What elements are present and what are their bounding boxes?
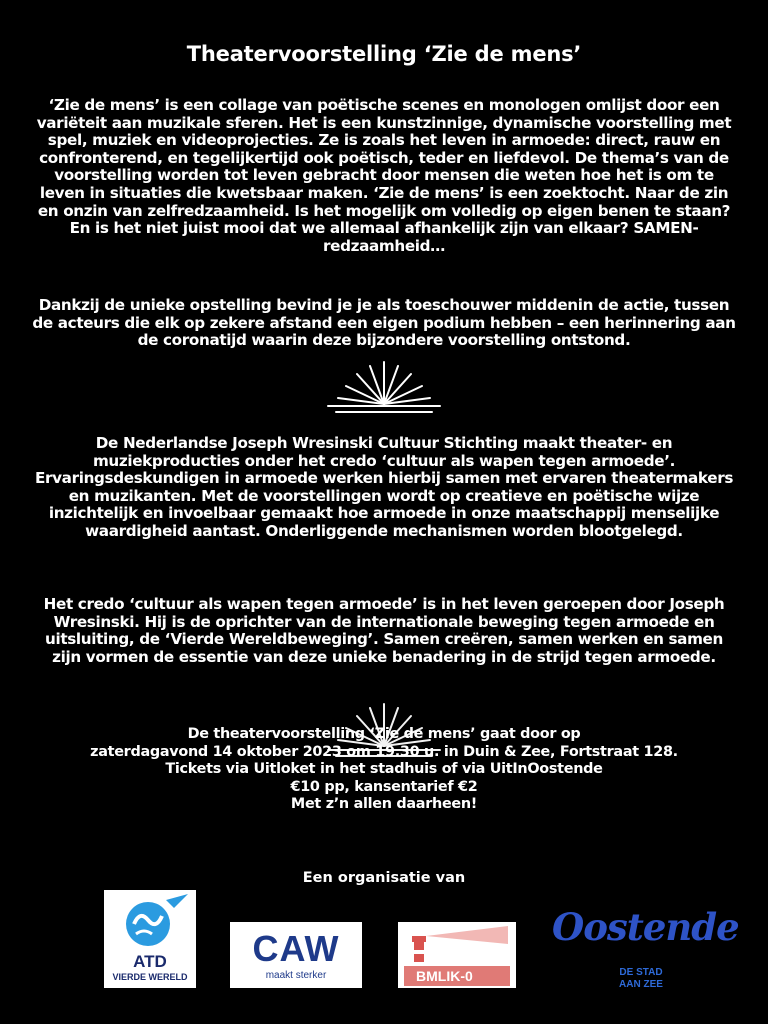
page-title: Theatervoorstelling ‘Zie de mens’ xyxy=(186,42,582,66)
oostende-main-text: Oostende xyxy=(552,905,739,949)
oostende-sub1-text: DE STAD xyxy=(619,967,663,978)
bmlik-logo xyxy=(398,922,516,988)
credo-paragraph: Het credo ‘cultuur als wapen tegen armoede’ is in het leven geroepen door Joseph Wresinski. Hij is de oprichter van de internationale beweging tegen armoede en uitsluiting, de ‘Vierde Wereldbeweging’. Samen creëren, samen werken en samen zijn vormen de essentie van deze unieke benadering in de strijd tegen armoede. xyxy=(43,595,725,666)
event-info xyxy=(0,726,768,814)
atd-globe-icon xyxy=(104,892,196,952)
staging-paragraph: Dankzij de unieke opstelling bevind je je als toeschouwer middenin de actie, tussen de acteurs die elk op zekere afstand een eigen podium hebben – een herinnering aan de coronatijd waarin deze bijzondere voorstelling ontstond. xyxy=(32,296,736,350)
intro-paragraph: ‘Zie de mens’ is een collage van poëtische scenes en monologen omlijst door een variëteit aan muzikale sferen. Het is een kunstzinnige, dynamische voorstelling met spel, muziek en videoprojecties. Ze is zoals het leven in armoede: direct, rauw en confronterend, en tegelijkertijd ook poëtisch, teder en liefdevol. De thema’s van de voorstelling worden tot leven gebracht door mensen die weten hoe het is om te leven in situaties die kwetsbaar maken. ‘Zie de mens’ is een zoektocht. Naar de zin en onzin van zelfredzaamheid. Is het mogelijk om volledig op eigen benen te staan? En is het niet juist mooi dat we allemaal afhankelijk zijn van elkaar? SAMEN-redzaamheid… xyxy=(36,96,732,255)
foundation-paragraph: De Nederlandse Joseph Wresinski Cultuur Stichting maakt theater- en muziekproducties onder het credo ‘cultuur als wapen tegen armoede’. Ervaringsdeskundigen in armoede werken hierbij samen met ervaren theatermakers en muzikanten. Met de voorstellingen wordt op creatieve en poëtische wijze inzichtelijk en invoelbaar gemaakt hoe armoede in onze maatschappij menselijke waardigheid aantast. Onderliggende mechanismen worden blootgelegd. xyxy=(34,434,734,540)
organizers-label: Een organisatie van xyxy=(302,870,466,886)
caw-logo xyxy=(230,922,362,988)
bmlik-text: BMLIK-0 xyxy=(416,968,473,984)
event-line-closing: Met z’n allen daarheen! xyxy=(290,796,478,812)
sunburst-divider-icon xyxy=(326,358,442,420)
event-line-price: €10 pp, kansentarief €2 xyxy=(290,778,478,795)
oostende-sub2-text: AAN ZEE xyxy=(619,979,663,990)
event-line-date: zaterdagavond 14 oktober 2023 om 19.30 u. in Duin & Zee, Fortstraat 128. xyxy=(90,743,678,760)
atd-vierde-wereld-logo xyxy=(104,890,196,988)
atd-sub-text: VIERDE WERELD xyxy=(112,972,188,982)
atd-main-text: ATD xyxy=(133,952,167,971)
caw-sub-text: maakt sterker xyxy=(265,970,327,981)
event-line-tickets: Tickets via Uitloket in het stadhuis of via UitInOostende xyxy=(165,761,603,777)
event-line-intro: De theatervoorstelling ‘Zie de mens’ gaat door op xyxy=(187,726,581,742)
oostende-logo xyxy=(552,905,739,995)
caw-main-text: CAW xyxy=(252,928,340,969)
